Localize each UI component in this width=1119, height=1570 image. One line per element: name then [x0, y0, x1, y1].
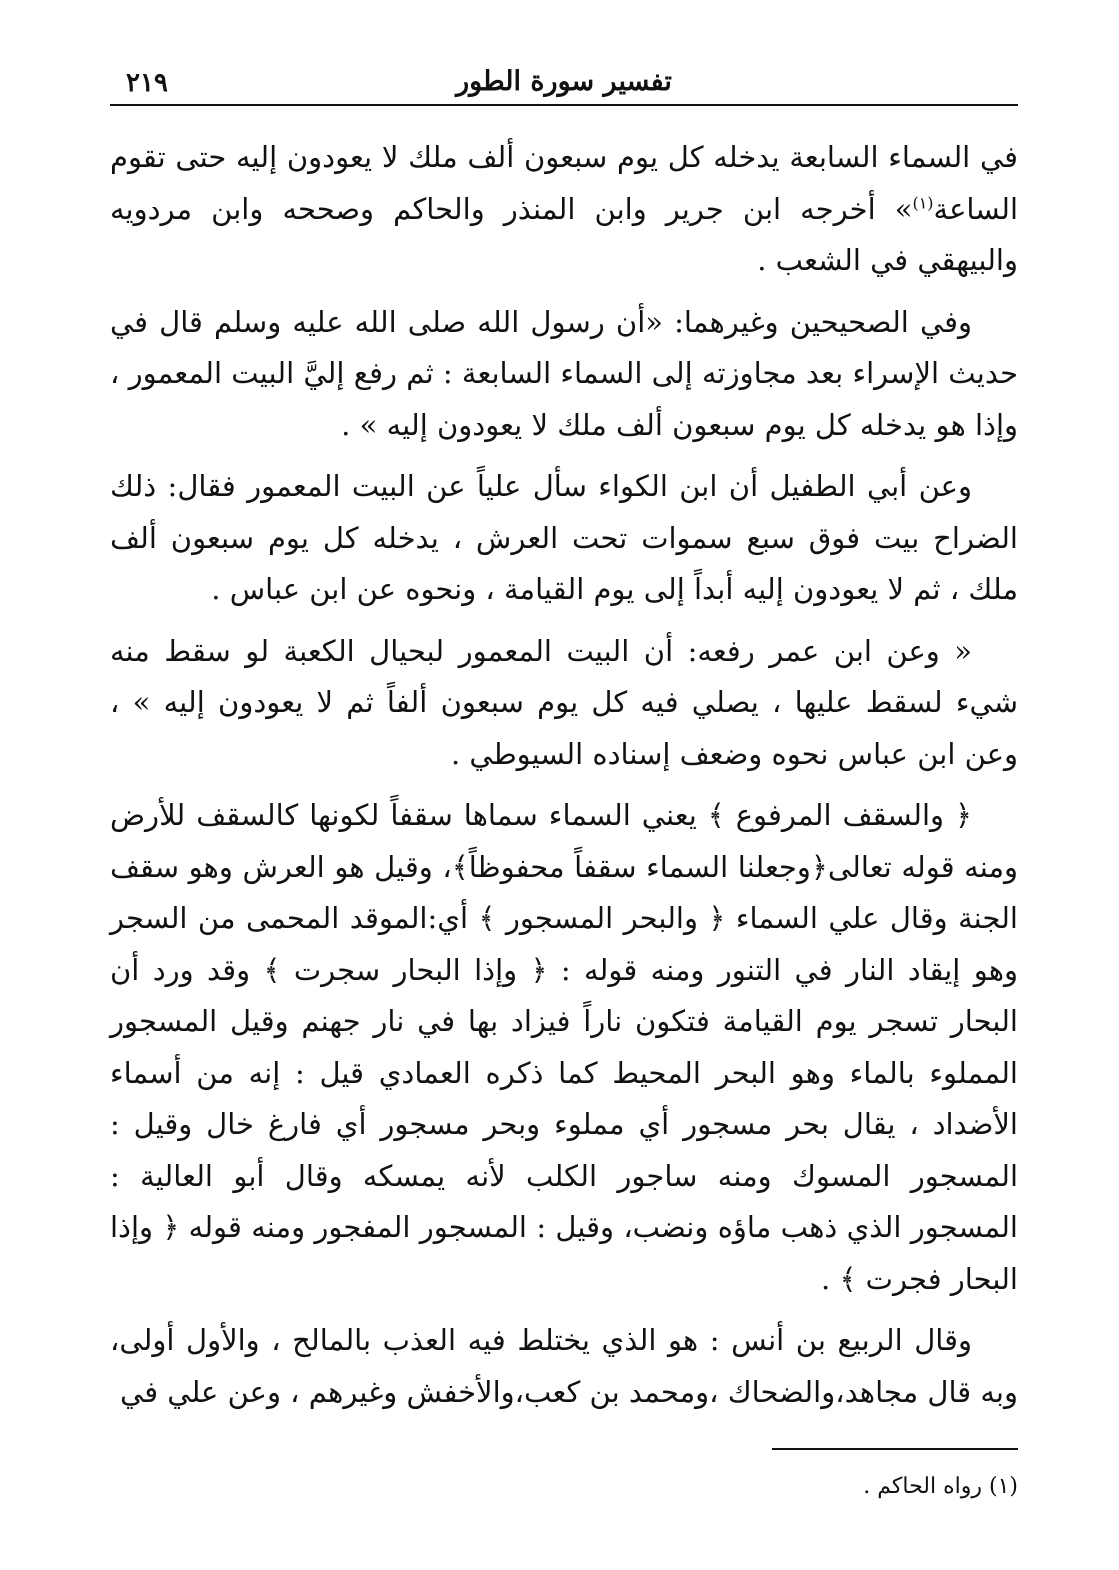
paragraph-1 — [110, 132, 1018, 287]
paragraph-4: « وعن ابن عمر رفعه: أن البيت المعمور لبحيال الكعبة لو سقط منه شيء لسقط عليها ، يصلي فيه كل يوم سبعون ألفاً ثم لا يعودون إليه » ، وعن ابن عباس نحوه وضعف إسناده السيوطي . — [110, 633, 1018, 771]
paragraph-3: وعن أبي الطفيل أن ابن الكواء سأل علياً عن البيت المعمور فقال: ذلك الضراح بيت فوق سبع سموات تحت العرش ، يدخله كل يوم سبعون ألف ملك ، ثم لا يعودون إليه أبداً إلى يوم القيامة ، ونحوه عن ابن عباس . — [110, 469, 1018, 606]
page-number: ٢١٩ — [126, 68, 168, 98]
paragraph-1-continuation: » أخرجه ابن جرير وابن المنذر والحاكم وصححه وابن مردويه والبيهقي في الشعب . — [110, 191, 1018, 277]
footnote: (١) رواه الحاكم . — [863, 1474, 1018, 1499]
running-title: تفسير سورة الطور — [456, 66, 672, 97]
paragraph-2: وفي الصحيحين وغيرهما: «أن رسول الله صلى الله عليه وسلم قال في حديث الإسراء بعد مجاوزته إلى السماء السابعة : ثم رفع إليَّ البيت المعمور ، وإذا هو يدخله كل يوم سبعون ألف ملك لا يعودون إليه » . — [110, 304, 1018, 442]
body-text — [110, 132, 1018, 1418]
page — [110, 60, 1018, 1540]
page-header — [110, 60, 1018, 106]
footnote-divider — [772, 1448, 1018, 1450]
paragraph-5: ﴿ والسقف المرفوع ﴾ يعني السماء سماها سقفاً لكونها كالسقف للأرض ومنه قوله تعالى﴿وجعلنا السماء سقفاً محفوظاً﴾، وقيل هو العرش وهو سقف الجنة وقال علي السماء ﴿ والبحر المسجور ﴾ أي:الموقد المحمى من السجر وهو إيقاد النار في التنور ومنه قوله : ﴿ وإذا البحار سجرت ﴾ وقد ورد أن البحار تسجر يوم القيامة فتكون ناراً فيزاد بها في نار جهنم وقيل المسجور المملوء بالماء وهو البحر المحيط كما ذكره العمادي قيل : إنه من أسماء الأضداد ، يقال بحر مسجور أي مملوء وبحر مسجور أي فارغ خال وقيل : المسجور المسوك ومنه ساجور الكلب لأنه يمسكه وقال أبو العالية : المسجور الذي ذهب ماؤه ونضب، وقيل : المسجور المفجور ومنه قوله ﴿ وإذا البحار فجرت ﴾ . — [110, 798, 1018, 1296]
paragraph-6: وقال الربيع بن أنس : هو الذي يختلط فيه العذب بالمالح ، والأول أولى، وبه قال مجاهد،والضحاك ،ومحمد بن كعب،والأخفش وغيرهم ، وعن علي في — [110, 1323, 1018, 1409]
footnote-reference: (١) — [912, 192, 934, 212]
paragraph-1-text: في السماء السابعة يدخله كل يوم سبعون ألف ملك لا يعودون إليه حتى تقوم الساعة — [110, 140, 1018, 226]
